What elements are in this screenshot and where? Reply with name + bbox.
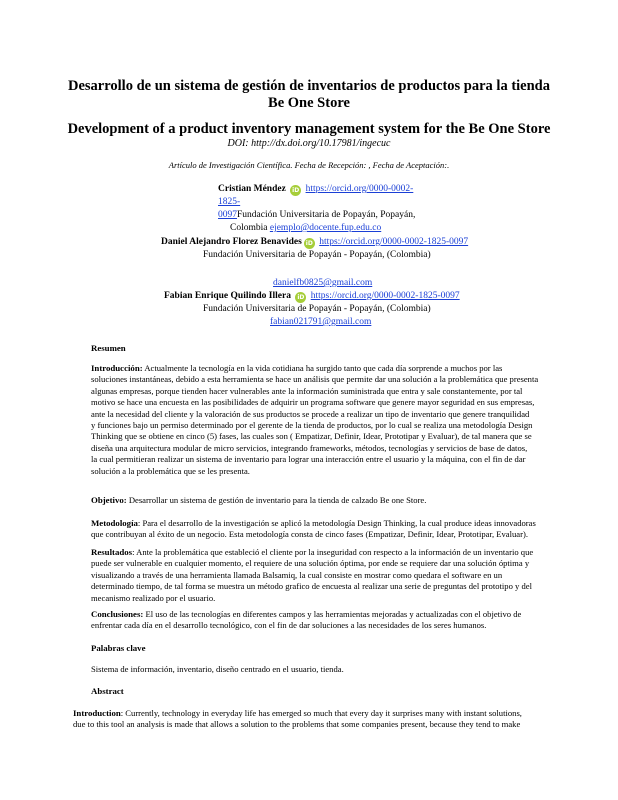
text-line [91,374,557,385]
text-line [91,620,557,631]
text-line [91,518,557,529]
orcid-link[interactable]: https://orcid.org/0000-0002-1825- [218,184,414,207]
text-line-content: enfrentar cada día en el desarrollo tecnológico, con el fin de dar soluciones a las necesidades de los seres humanos. [91,620,487,631]
author-email[interactable]: fabian021791@gmail.com [270,317,372,327]
article-info: Artículo de Investigación Científica. Fecha de Recepción: , Fecha de Aceptación:. [168,160,450,170]
orcid-link-continued[interactable]: 0097 [218,210,237,220]
author-country: Colombia [230,223,268,233]
text-line [91,409,557,420]
text-line [91,386,557,397]
text-line-content: y funciones bajo un permiso determinado por el gerente de la tienda de productos, por lo cual se realiza una metodología Design [91,420,533,431]
text-line-content: visualizando a través de una herramienta llamada Balsamiq, la cual consiste en mostrar como quedara el software en un [91,569,503,580]
author-block-1 [218,183,418,235]
text-line [91,547,557,558]
text-line [91,466,557,477]
orcid-icon[interactable]: iD [305,240,313,247]
introduction-paragraph [73,708,559,731]
objetivo-text: Desarrollar un sistema de gestión de inventario para la tienda de calzado Be one Store. [126,495,427,505]
text-line-content: diseña una arquitectura modular de micro servicios, integrando frameworks, métodos, tecnologías y servicios de base de datos, [91,442,528,453]
text-line [91,420,557,431]
text-line [91,363,557,374]
text-line [91,558,557,569]
orcid-icon[interactable]: iD [292,187,300,194]
text-line [91,397,557,408]
introduccion-label: Introducción: [91,363,143,373]
palabras-clave-text: Sistema de información, inventario, diseño centrado en el usuario, tienda. [91,664,344,674]
text-line-content: mecanismo realizado por el usuario. [91,592,216,603]
title-spanish [0,78,618,112]
orcid-link[interactable]: https://orcid.org/0000-0002-1825-0097 [310,291,460,301]
author-block-2 [161,236,521,262]
orcid-icon[interactable]: iD [297,294,305,301]
title-english: Development of a product inventory management system for the Be One Store [67,121,551,137]
doi: DOI: http://dx.doi.org/10.17981/ingecuc [227,138,391,149]
orcid-link[interactable]: https://orcid.org/0000-0002-1825-0097 [319,237,469,247]
conclusiones-paragraph [91,609,557,632]
text-line-content: la cual permitieran realizar un sistema de inventario para lograr una interacción entre el usuario y la máquina, con el fin de dar [91,454,526,465]
text-line-content: Actualmente la tecnología en la vida cotidiana ha surgido tanto que cada día sorprende a muchos por las [142,363,503,373]
text-line [91,570,557,581]
objetivo-label: Objetivo: [91,495,127,505]
objetivo-paragraph [91,495,557,506]
text-line [91,609,557,620]
author-block-3 [164,290,524,329]
metodologia-paragraph [91,518,557,541]
title-spanish-line-2: Be One Store [268,95,350,111]
resultados-paragraph [91,547,557,604]
text-line-content: : Currently, technology in everyday life has emerged so much that every day it surprises many with instant solutions, [120,708,522,718]
author-name: Fabian Enrique Quilindo Illera [164,291,291,301]
text-line-content: soluciones instantáneas, debido a esta herramienta se hace un análisis que permite dar una solución a la problemática que presenta [91,374,539,385]
text-line-content: que contribuyan al éxito de un negocio. Esta metodología consta de cinco fases (Empatizar, Definir, Idear, Prototipar, Evaluar). [91,529,528,540]
text-line-content: algunas empresas, porque tienden hacer vulnerables ante la información suministrada que entra y sale constantemente, por tal [91,385,523,396]
text-line-content: solución a la problemática que se les presenta. [91,465,250,476]
resultados-label: Resultados [91,547,133,557]
text-line [91,529,557,540]
text-line [91,593,557,604]
text-line [91,581,557,592]
text-line [73,719,559,730]
section-heading-abstract: Abstract [91,686,124,696]
metodologia-label: Metodología [91,518,138,528]
title-spanish-line-1: Desarrollo de un sistema de gestión de inventarios de productos para la tienda [67,78,550,94]
text-line-content: : Ante la problemática que estableció el cliente por la inseguridad con respecto a la información de un inventario que [132,547,534,557]
text-line-content: motivo se hace una encuesta en las posibilidades de adquirir un programa software que genere mayor seguridad en sus empresas, [91,397,535,408]
text-line [91,443,557,454]
conclusiones-label: Conclusiones: [91,609,144,619]
introduction-label: Introduction [73,708,121,718]
author-email[interactable]: danielfb0825@gmail.com [273,278,373,288]
author-affiliation: Fundación Universitaria de Popayán - Popayán, (Colombia) [203,250,431,260]
author-name: Cristian Méndez [218,184,286,194]
author-affiliation: Fundación Universitaria de Popayán, Popayán, [237,210,416,220]
introduccion-paragraph [91,363,557,477]
text-line-content: due to this tool an analysis is made that allows a solution to the problems that some companies present, because they tend to make [73,719,521,730]
text-line [91,454,557,465]
text-line-content: puede ser vulnerable en cualquier momento, el requiere de una solución óptima, por ende se requiere dar una solución óptima y [91,558,530,569]
section-heading-palabras-clave: Palabras clave [91,643,146,653]
text-line-content: determinado tiempo, de tal forma se muestra un método grafico de encuesta al realizar una serie de preguntas del prototipo y del [91,581,532,592]
section-heading-resumen: Resumen [91,343,126,353]
text-line-content: El uso de las tecnologías en diferentes campos y las herramientas mejoradas y actualizadas con el objetivo de [143,609,522,619]
text-line-content: ante la necesidad del cliente y la valoración de sus productos se procede a realizar un tipo de inventario que genere tranquilidad [91,408,530,419]
text-line [73,708,559,719]
text-line-content: : Para el desarrollo de la investigación se aplicó la metodología Design Thinking, la cual produce ideas innovadoras [137,518,536,528]
text-line-content: Thinking que se obtiene en cinco (5) fases, las cuales son ( Empatizar, Definir, Idear, Prototipar y Evaluar), de tal manera que se [91,431,532,442]
text-line [91,431,557,442]
author-email[interactable]: ejemplo@docente.fup.edu.co [269,223,382,233]
author-name: Daniel Alejandro Florez Benavides [161,237,302,247]
author-affiliation: Fundación Universitaria de Popayán - Popayán, (Colombia) [203,304,431,314]
